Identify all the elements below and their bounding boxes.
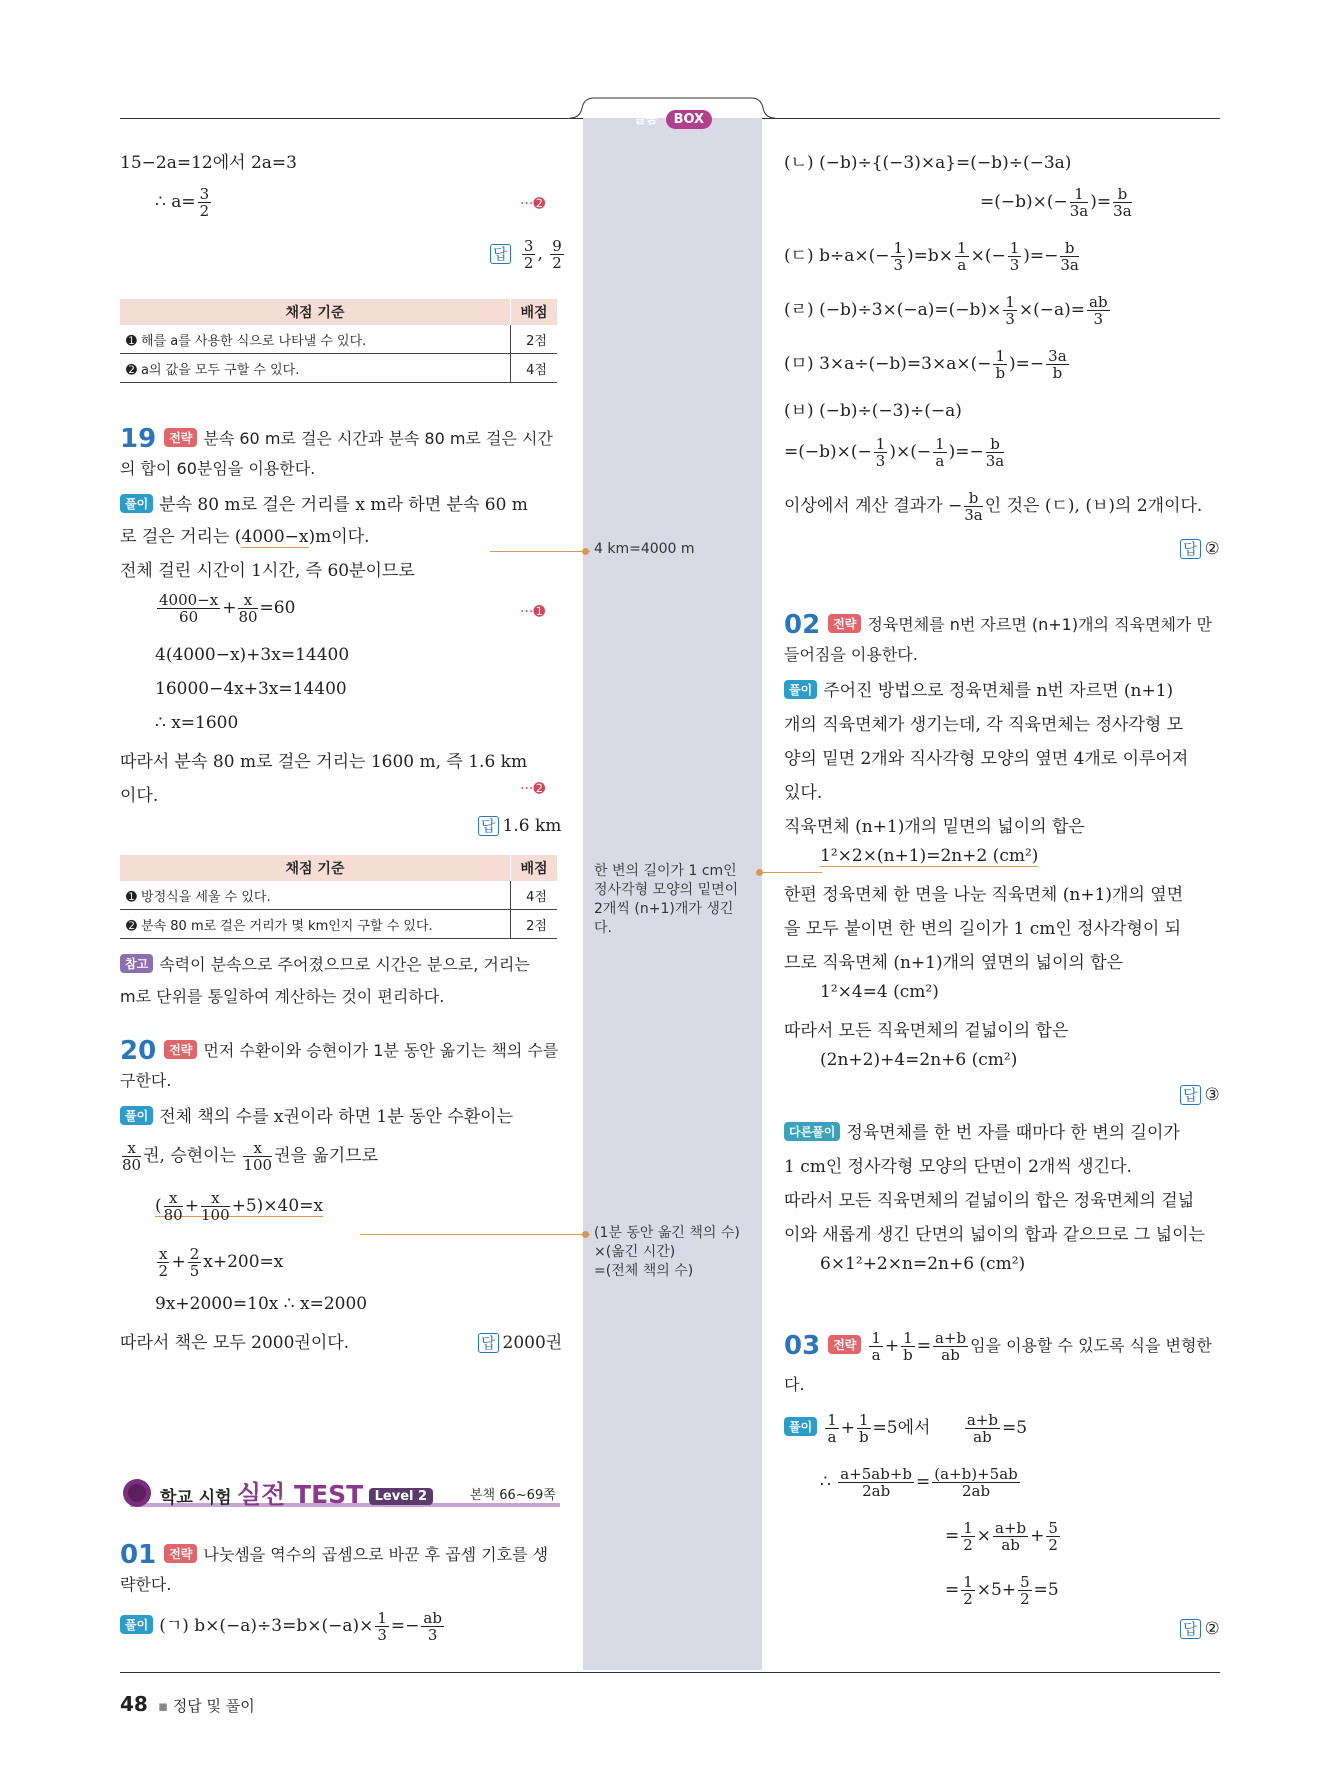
equation: = $\frac{1}{2}$ ×5+ $\frac{5}{2}$ =5 [945,1573,1059,1608]
eq-line: (ㄷ) b÷a×(− $\frac{1}{3}$ )=b× $\frac{1}{a}$ ×(− $\frac{1}{3}$ )=− $\frac{b}{3a}$ [784,239,1079,274]
solution: 풀이 $\frac{1}{a}$ + $\frac{1}{b}$ =5에서 $\frac{a+b}{ab}$ =5 [784,1412,1027,1445]
equation: 16000−4x+3x=14400 [155,679,347,699]
test-title: 학교 시험 실전 TEST Level 2 [160,1475,433,1511]
solution-line: $\frac{x}{80}$ 권, 승현이는 $\frac{x}{100}$ 권을 옮기므로 [122,1139,378,1174]
solution-line: 이다. [120,786,159,806]
step-ref: ···➊ [520,604,546,620]
conclusion: 이상에서 계산 결과가 − $\frac{b}{3a}$ 인 것은 (ㄷ), (ㅂ)의 2개이다. [784,489,1203,524]
equation: ( $\frac{x}{80}$ + $\frac{x}{100}$ +5)×40=x [155,1189,324,1224]
footer-label: 정답 및 풀이 [172,1697,255,1715]
equation: 9x+2000=10x ∴ x=2000 [155,1294,368,1314]
strategy-text: 의 합이 60분임을 이용한다. [120,459,316,478]
eq-line: (ㅁ) 3×a÷(−b)=3×a×(− $\frac{1}{b}$ )=− $\frac{3a}{b}$ [784,347,1067,382]
solution-line: 있다. [784,783,823,803]
question-20: 20 전략 먼저 수환이와 승현이가 1분 동안 옮기는 책의 수를 [120,1036,559,1066]
solution-line: 한편 정육면체 한 면을 나눈 직육면체 (n+1)개의 옆면 [784,885,1184,905]
eq-line: (ㄹ) (−b)÷3×(−a)=(−b)× $\frac{1}{3}$ ×(−a)= $\frac{ab}{3}$ [784,293,1108,328]
equation: ∴ x=1600 [155,713,239,733]
question-19: 19 전략 분속 60 m로 걸은 시간과 분속 80 m로 걸은 시간 [120,424,553,454]
equation: 4(4000−x)+3x=14400 [155,645,350,665]
equation: (2n+2)+4=2n+6 (cm²) [820,1050,1018,1070]
equation: 1²×4=4 (cm²) [820,982,939,1002]
equation: 1²×2×(n+1)=2n+2 (cm²) [820,846,1039,866]
connector-line [360,1234,590,1235]
note-line: m로 단위를 통일하여 계산하는 것이 편리하다. [120,987,445,1006]
solution-line: 므로 직육면체 (n+1)개의 옆면의 넓이의 합은 [784,953,1124,973]
answer: 답 2000권 [478,1328,562,1353]
strategy-text: 략한다. [120,1575,172,1594]
answer: 답 ② [1180,1618,1220,1639]
box-title [583,108,762,134]
connector-line [490,551,590,552]
solution-line: 개의 직육면체가 생기는데, 각 직육면체는 정사각형 모 [784,715,1184,735]
side-note: 한 변의 길이가 1 cm인 정사각형 모양의 밑면이 2개씩 (n+1)개가 생긴 다. [594,863,739,936]
solution-line: 직육면체 (n+1)개의 밑면의 넓이의 합은 [784,817,1085,837]
question-01: 01 전략 나눗셈을 역수의 곱셈으로 바꾼 후 곱셈 기호를 생 [120,1540,549,1570]
equation: $\frac{x}{2}$ + $\frac{2}{5}$ x+200=x [158,1245,284,1280]
eq-line: =(−b)×(− $\frac{1}{3a}$ )= $\frac{b}{3a}$ [980,185,1132,220]
answer: 답 ② [1180,538,1220,559]
strategy-text: 들어짐을 이용한다. [784,645,918,664]
eq-line: (ㄴ) (−b)÷{(−3)×a}=(−b)÷(−3a) [784,153,1072,173]
step-ref: ···➋ [520,781,546,797]
solution-line: 따라서 책은 모두 2000권이다. [120,1333,350,1353]
page-number: 48 [120,1692,148,1716]
eq-line: 15−2a=12에서 2a=3 [120,153,297,173]
note: 참고 속력이 분속으로 주어졌으므로 시간은 분으로, 거리는 [120,952,530,975]
solution: 풀이 주어진 방법으로 정육면체를 n번 자르면 (n+1) [784,676,1173,701]
solution-line: 양의 밑면 2개와 직사각형 모양의 옆면 4개로 이루어져 [784,749,1189,769]
connector-dot [582,548,589,555]
box-badge: BOX [666,110,713,129]
connector-line [762,872,822,873]
strategy-text: 다. [784,1375,805,1394]
step-ref: ···➋ [520,196,546,212]
scoring-table: 채점 기준 배점 ➊ 방정식을 세울 수 있다. 4점 ➋ 분속 80 m로 걸은 거리가 몇 km인지 구할 수 있다. 2점 [120,855,557,939]
equation: = $\frac{1}{2}$ × $\frac{a+b}{ab}$ + $\frac{5}{2}$ [945,1519,1058,1554]
solution-line: 따라서 분속 80 m로 걸은 거리는 1600 m, 즉 1.6 km [120,752,528,772]
solution-line: 이와 새롭게 생긴 단면의 넓이의 합과 같으므로 그 넓이는 [784,1225,1205,1245]
scoring-table: 채점 기준 배점 ➊ 해를 a를 사용한 식으로 나타낼 수 있다. 2점 ➋ a의 값을 모두 구할 수 있다. 4점 [120,299,557,383]
connector-dot [582,1231,589,1238]
solution: 풀이 전체 책의 수를 x권이라 하면 1분 동안 수환이는 [120,1102,513,1127]
solution-line: 전체 걸린 시간이 1시간, 즉 60분이므로 [120,561,415,581]
solution-line: 1 cm인 정사각형 모양의 단면이 2개씩 생긴다. [784,1157,1132,1177]
footer: 48 ▪ 정답 및 풀이 [120,1692,255,1716]
equation: $\frac{4000-x}{60}$ + $\frac{x}{80}$ =60 [159,591,296,626]
answer: 답 1.6 km [478,815,561,836]
question-02: 02 전략 정육면체를 n번 자르면 (n+1)개의 직육면체가 만 [784,610,1212,640]
solution-line: 따라서 모든 직육면체의 겉넓이의 합은 [784,1021,1069,1041]
solution-line: 을 모두 붙이면 한 변의 길이가 1 cm인 정사각형이 되 [784,919,1182,939]
solution: 풀이 (ㄱ) b×(−a)÷3=b×(−a)× $\frac{1}{3}$ =− $\frac{ab}{3}$ [120,1610,446,1643]
solution: 풀이 분속 80 m로 걸은 거리를 x m라 하면 분속 60 m [120,490,528,515]
answer-mark: 답 [490,244,511,264]
side-note: (1분 동안 옮긴 책의 수) ×(옮긴 시간) =(전체 책의 수) [594,1225,740,1279]
solution-line: 따라서 모든 직육면체의 겉넓이의 합은 정육면체의 겉넓 [784,1191,1195,1211]
solution-line: 로 걸은 거리는 (4000−x)m이다. [120,527,370,547]
answer: 답 $\frac{3}{2}$ , $\frac{9}{2}$ [490,238,566,271]
box-label: 일품 [632,112,659,127]
eq-line: ∴ a= $\frac{3}{2}$ [155,185,210,220]
eq-line: =(−b)×(− $\frac{1}{3}$ )×(− $\frac{1}{a}$ )=− $\frac{b}{3a}$ [784,435,1005,470]
equation: ∴ $\frac{a+5ab+b}{2ab}$ = $\frac{(a+b)+5ab}{2ab}$ [820,1465,1018,1500]
question-03: 03 전략 $\frac{1}{a}$ + $\frac{1}{b}$ = $\frac{a+b}{ab}$ 임을 이용할 수 있도록 식을 변형한 [784,1329,1212,1364]
side-note: 4 km=4000 m [594,541,695,557]
book-ref: 본책 66~69쪽 [470,1488,556,1503]
equation: 6×1²+2×n=2n+6 (cm²) [820,1254,1026,1274]
alt-solution: 다른풀이 정육면체를 한 번 자를 때마다 한 변의 길이가 [784,1118,1180,1143]
eq-line: (ㅂ) (−b)÷(−3)÷(−a) [784,401,962,421]
footer-rule [120,1672,1220,1673]
answer: 답 ③ [1180,1084,1220,1105]
strategy-text: 구한다. [120,1071,172,1090]
